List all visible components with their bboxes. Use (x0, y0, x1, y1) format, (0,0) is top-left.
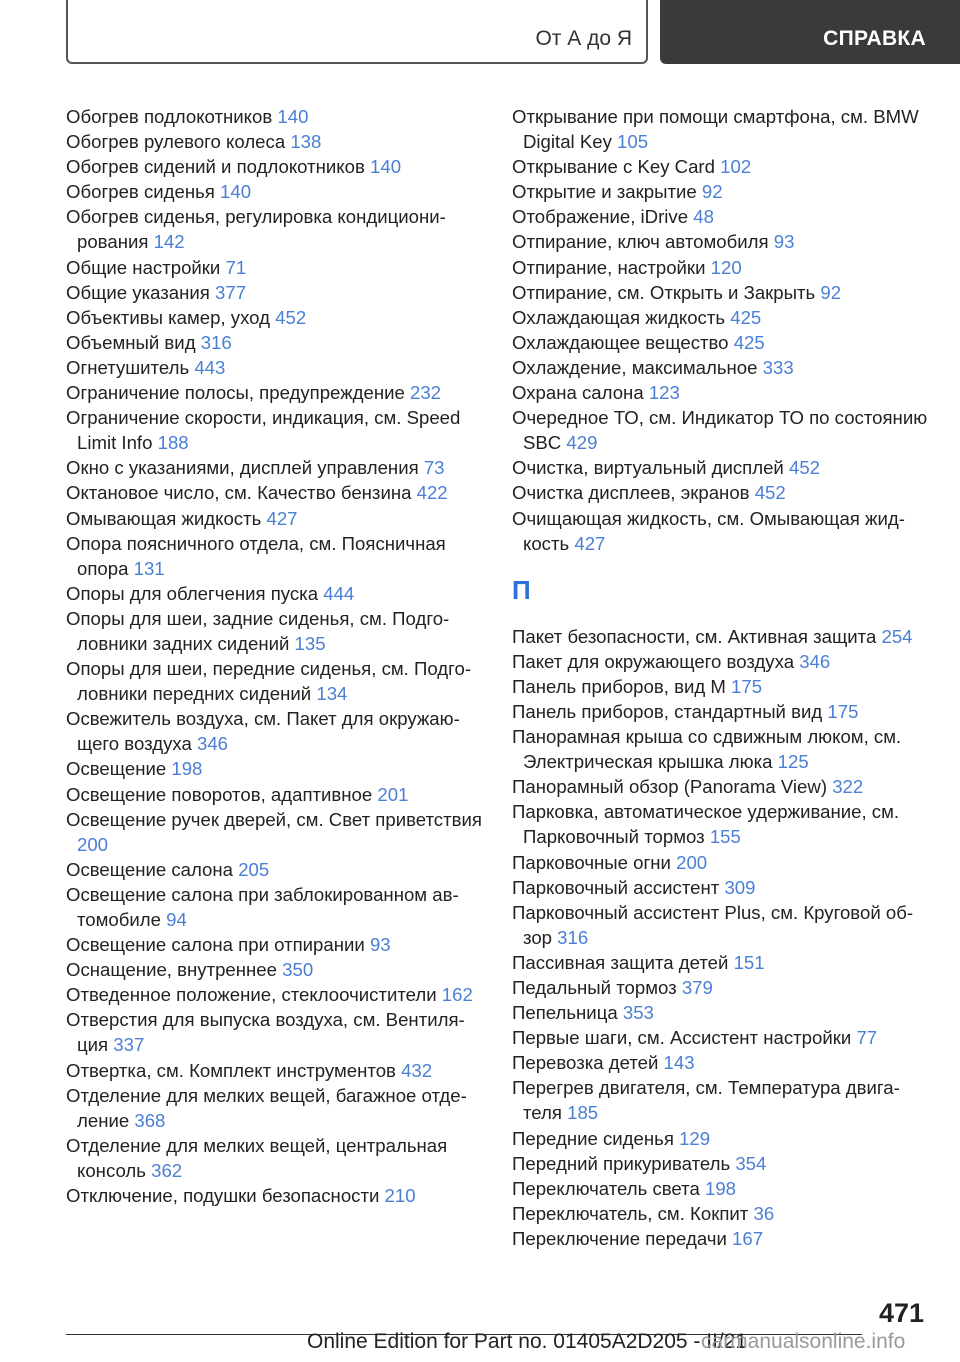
index-entry-page-link[interactable]: 71 (225, 256, 247, 278)
index-entry-page-link[interactable]: 316 (200, 331, 232, 353)
index-entry (512, 179, 932, 204)
index-entry (66, 129, 486, 154)
index-entry-page-link[interactable]: 432 (401, 1059, 433, 1081)
index-entry-page-link[interactable]: 362 (151, 1159, 183, 1181)
index-entry (512, 850, 932, 875)
index-entry-term: Освещение салона при отпирании (66, 934, 365, 956)
index-entry-term: Омывающая жидкость (66, 507, 262, 529)
index-entry (66, 455, 486, 480)
index-entry (512, 104, 932, 154)
index-entry (512, 950, 932, 975)
index-entry-term: Освещение салона при заблокированном автомобиле (66, 883, 459, 930)
index-entry-term: Обогрев рулевого колеса (66, 131, 286, 153)
index-entry-page-link[interactable]: 427 (574, 532, 606, 554)
index-entry-term: Переключение передачи (512, 1227, 727, 1249)
index-entry (66, 1058, 486, 1083)
index-entry-term: Опора поясничного отдела, см. Поясничная опора (66, 532, 446, 579)
index-entry-page-link[interactable]: 198 (171, 758, 203, 780)
index-entry-page-link[interactable]: 134 (316, 683, 348, 705)
index-entry-term: Охлаждение, максимальное (512, 356, 758, 378)
index-entry (66, 606, 486, 656)
footer-edition-text: Online Edition for Part no. 01405A2D205 - II/21 (307, 1330, 748, 1353)
index-entry-term: Охлаждающая жидкость (512, 306, 726, 328)
index-entry (66, 104, 486, 129)
index-entry-page-link[interactable]: 92 (820, 281, 842, 303)
index-entry-term: Пакет для окружающего воздуха (512, 650, 795, 672)
index-entry-page-link[interactable]: 205 (238, 858, 270, 880)
index-entry-page-link[interactable]: 198 (704, 1177, 737, 1199)
index-entry-page-link[interactable]: 167 (732, 1227, 764, 1249)
index-entry (66, 982, 486, 1007)
header-tab-a-to-z-label: От А до Я (535, 27, 632, 50)
index-entry (66, 706, 486, 756)
index-entry-term: Обогрев сиденья (66, 181, 215, 203)
watermark: carmanualsonline.info (701, 1330, 906, 1353)
index-entry-term: Отделение для мелких вещей, багажное отделение (66, 1084, 467, 1131)
index-entry-term: Отключение, подушки безопасности (66, 1185, 380, 1207)
index-entry-term: Огнетушитель (66, 356, 190, 378)
section-letter: П (512, 574, 531, 605)
index-entry (66, 480, 486, 505)
index-entry-term: Парковочный ассистент (512, 876, 720, 898)
index-entry-page-link[interactable]: 353 (622, 1002, 654, 1024)
index-entry-term: Перевозка детей (512, 1052, 659, 1074)
index-entry-page-link[interactable]: 36 (753, 1202, 775, 1224)
index-entry-page-link[interactable]: 316 (557, 926, 589, 948)
index-entry-page-link[interactable]: 143 (663, 1052, 695, 1074)
index-entry (512, 674, 932, 699)
index-entry-page-link[interactable]: 368 (134, 1109, 166, 1131)
index-entry (66, 154, 486, 179)
index-entry (512, 229, 932, 254)
index-entry-page-link[interactable]: 92 (701, 181, 723, 203)
index-entry-term: Очищающая жидкость, см. Омывающая жидкость (512, 507, 905, 554)
index-entry (512, 255, 932, 280)
index-entry-page-link[interactable]: 131 (133, 557, 165, 579)
index-entry (512, 624, 932, 649)
index-entry (66, 280, 486, 305)
index-entry-page-link[interactable]: 379 (681, 977, 713, 998)
index-entry (512, 1126, 932, 1151)
index-entry-page-link[interactable]: 210 (384, 1185, 416, 1207)
index-entry-term: Педальный тормоз (512, 977, 677, 998)
index-entry-term: Парковочный ассистент Plus, см. Круговой обзор (512, 901, 914, 948)
index-group-o (512, 104, 932, 556)
index-entry-page-link[interactable]: 105 (617, 131, 649, 153)
index-entry-page-link[interactable]: 377 (215, 281, 247, 303)
index-entry-term: Передние сиденья (512, 1127, 674, 1149)
index-entry-term: Панорамная крыша со сдвижным люком, см. Электрическая крышка люка (512, 726, 902, 773)
index-entry (512, 480, 932, 505)
index-entry-term: Переключатель света (512, 1177, 700, 1199)
index-entry (512, 1075, 932, 1125)
index-entry-page-link[interactable]: 443 (194, 356, 226, 378)
index-entry (66, 179, 486, 204)
index-entry-page-link[interactable]: 155 (709, 826, 741, 848)
index-entry-term: Обогрев подлокотников (66, 106, 273, 127)
index-entry-term: Переключатель, см. Кокпит (512, 1202, 749, 1224)
index-entry-term: Освещение ручек дверей, см. Свет приветствия (66, 808, 482, 830)
index-entry (512, 1176, 932, 1201)
index-entry-term: Ограничение полосы, предупреждение (66, 382, 405, 404)
index-entry-page-link[interactable]: 422 (416, 482, 448, 504)
index-entry (66, 1007, 486, 1057)
index-entry-term: Панорамный обзор (Panorama View) (512, 776, 828, 798)
index-entry-page-link[interactable]: 200 (77, 833, 109, 855)
index-entry-term: Очередное ТО, см. Индикатор ТО по состоянию SBC (512, 407, 928, 454)
index-entry (512, 380, 932, 405)
index-entry-page-link[interactable]: 102 (720, 156, 752, 178)
index-entry (66, 355, 486, 380)
index-entry-term: Открытие и закрытие (512, 181, 697, 203)
index-entry (66, 807, 486, 857)
index-entry (512, 154, 932, 179)
index-entry (66, 204, 486, 254)
index-entry-page-link[interactable]: 77 (856, 1027, 878, 1049)
index-entry-term: Отпирание, см. Открыть и Закрыть (512, 281, 816, 303)
index-entry (66, 656, 486, 706)
index-entry-term: Отображение, iDrive (512, 206, 689, 228)
index-entry-term: Ограничение скорости, индикация, см. Speed Limit Info (66, 407, 461, 454)
index-entry (66, 1133, 486, 1183)
index-entry-page-link[interactable]: 125 (777, 751, 809, 773)
index-entry-term: Опоры для шеи, передние сиденья, см. Подголовники передних сидений (66, 658, 472, 705)
index-entry (512, 1201, 932, 1226)
index-group-p (512, 624, 932, 1251)
index-entry-page-link[interactable]: 452 (789, 457, 821, 479)
index-entry-term: Отделение для мелких вещей, центральная консоль (66, 1134, 448, 1181)
index-entry-term: Пакет безопасности, см. Активная защита (512, 625, 877, 647)
index-entry-page-link[interactable]: 175 (827, 700, 859, 722)
index-entry-term: Общие указания (66, 281, 210, 303)
index-entry (66, 506, 486, 531)
index-entry-term: Парковочные огни (512, 851, 671, 873)
index-entry (512, 799, 932, 849)
index-entry (512, 305, 932, 330)
index-entry-term: Опоры для облегчения пуска (66, 582, 319, 604)
index-entry (66, 782, 486, 807)
index-entry-term: Освежитель воздуха, см. Пакет для окружающего воздуха (66, 708, 460, 755)
index-entry-term: Отпирание, настройки (512, 256, 706, 278)
index-entry (512, 724, 932, 774)
index-entry (512, 1226, 932, 1251)
index-entry-term: Отпирание, ключ автомобиля (512, 231, 769, 253)
index-entry-page-link[interactable]: 73 (423, 457, 445, 479)
index-entry (512, 975, 932, 1000)
index-entry-term: Парковка, автоматическое удерживание, см. Парковочный тормоз (512, 801, 900, 848)
index-entry-page-link[interactable]: 427 (266, 507, 298, 529)
index-entry-page-link[interactable]: 151 (733, 951, 765, 973)
index-entry-page-link[interactable]: 142 (153, 231, 185, 253)
index-entry-page-link[interactable]: 444 (323, 582, 355, 604)
header-tab-a-to-z (66, 0, 648, 64)
page-number: 471 (878, 1298, 924, 1328)
index-entry (512, 355, 932, 380)
index-entry-term: Очистка, виртуальный дисплей (512, 457, 784, 479)
index-column-left (66, 104, 486, 1208)
index-entry-term: Очистка дисплеев, экранов (512, 482, 750, 504)
index-entry-page-link[interactable]: 309 (724, 876, 756, 898)
index-entry-term: Октановое число, см. Качество бензина (66, 482, 412, 504)
index-entry (66, 1083, 486, 1133)
index-entry (512, 1050, 932, 1075)
index-entry (66, 405, 486, 455)
index-entry (66, 932, 486, 957)
header-tab-reference (660, 0, 960, 64)
index-entry-page-link[interactable]: 232 (410, 382, 442, 404)
index-entry (512, 774, 932, 799)
index-entry-term: Открывание с Key Card (512, 156, 715, 178)
index-entry-term: Объемный вид (66, 331, 196, 353)
index-entry-term: Объективы камер, уход (66, 306, 270, 328)
index-entry (66, 380, 486, 405)
index-entry-page-link[interactable]: 162 (441, 984, 473, 1006)
index-entry-term: Охлаждающее вещество (512, 331, 729, 353)
index-entry-term: Открывание при помощи смартфона, см. BMW Digital Key (512, 106, 919, 153)
index-entry-page-link[interactable]: 333 (762, 356, 794, 378)
index-entry (512, 405, 932, 455)
index-entry-page-link[interactable]: 120 (710, 256, 742, 278)
index-entry-page-link[interactable]: 200 (676, 851, 708, 873)
index-entry-page-link[interactable]: 354 (735, 1152, 767, 1174)
index-entry (512, 875, 932, 900)
index-entry (512, 280, 932, 305)
index-entry (512, 900, 932, 950)
index-entry-page-link[interactable]: 429 (566, 432, 598, 454)
index-entry-page-link[interactable]: 346 (799, 650, 831, 672)
index-entry-page-link[interactable]: 175 (731, 675, 763, 697)
index-entry (66, 531, 486, 581)
index-entry-term: Опоры для шеи, задние сиденья, см. Подголовники задних сидений (66, 607, 450, 654)
index-entry-term: Обогрев сиденья, регулировка кондиционирования (66, 206, 446, 253)
header-tab-reference-label: СПРАВКА (823, 27, 926, 50)
index-entry-term: Оснащение, внутреннее (66, 959, 277, 981)
index-entry-page-link[interactable]: 123 (648, 382, 680, 404)
index-entry (66, 857, 486, 882)
index-entry-page-link[interactable]: 452 (754, 482, 786, 504)
index-entry-term: Освещение поворотов, адаптивное (66, 783, 373, 805)
index-entry (66, 581, 486, 606)
index-entry (512, 506, 932, 556)
index-entry-term: Пассивная защита детей (512, 951, 729, 973)
index-entry (66, 957, 486, 982)
index-entry (512, 330, 932, 355)
index-entry (66, 330, 486, 355)
index-entry-page-link[interactable]: 322 (832, 776, 864, 798)
index-entry-page-link[interactable]: 135 (294, 632, 326, 654)
index-entry-term: Отвертка, см. Комплект инструментов (66, 1059, 396, 1081)
index-entry-term: Окно с указаниями, дисплей управления (66, 457, 419, 479)
index-entry-page-link[interactable]: 129 (679, 1127, 711, 1149)
index-entry (66, 1183, 486, 1208)
index-entry (512, 699, 932, 724)
index-entry-page-link[interactable]: 201 (377, 783, 409, 805)
index-entry-term: Общие настройки (66, 256, 221, 278)
index-entry-page-link[interactable]: 254 (881, 625, 913, 647)
index-entry (66, 756, 486, 781)
index-entry-page-link[interactable]: 93 (369, 934, 391, 956)
index-entry-term: Передний прикуриватель (512, 1152, 731, 1174)
index-entry-term: Освещение (66, 758, 167, 780)
index-entry-page-link[interactable]: 425 (733, 331, 765, 353)
index-entry-term: Охрана салона (512, 382, 644, 404)
index-entry-page-link[interactable]: 425 (730, 306, 762, 328)
index-entry-page-link[interactable]: 48 (693, 206, 714, 228)
index-entry (66, 305, 486, 330)
index-entry (512, 204, 932, 229)
index-entry-term: Пепельница (512, 1002, 618, 1024)
index-entry (512, 1025, 932, 1050)
index-entry-page-link[interactable]: 185 (567, 1102, 599, 1124)
index-entry (66, 255, 486, 280)
index-entry-page-link[interactable]: 140 (277, 106, 309, 127)
index-entry-page-link[interactable]: 452 (275, 306, 307, 328)
index-entry-page-link[interactable]: 188 (157, 432, 189, 454)
index-entry-term: Первые шаги, см. Ассистент настройки (512, 1027, 852, 1049)
index-column-right (512, 104, 932, 1251)
index-entry-page-link[interactable]: 346 (196, 733, 229, 755)
index-entry-page-link[interactable]: 93 (773, 231, 795, 253)
index-entry (512, 455, 932, 480)
index-entry (512, 649, 932, 674)
index-entry-term: Отверстия для выпуска воздуха, см. Вентиляция (66, 1009, 465, 1056)
index-entry (512, 1151, 932, 1176)
index-entry-page-link[interactable]: 140 (220, 181, 252, 203)
index-entry-term: Перегрев двигателя, см. Температура двигателя (512, 1077, 900, 1124)
index-entry-term: Панель приборов, вид M (512, 675, 726, 697)
index-entry-page-link[interactable]: 350 (282, 959, 314, 981)
index-entry (66, 882, 486, 932)
index-entry-page-link[interactable]: 140 (370, 156, 402, 178)
index-entry-term: Панель приборов, стандартный вид (512, 700, 823, 722)
index-entry-page-link[interactable]: 138 (290, 131, 322, 153)
index-entry-page-link[interactable]: 94 (166, 909, 187, 930)
index-entry-term: Обогрев сидений и подлокотников (66, 156, 365, 178)
index-entry-term: Отведенное положение, стеклоочистители (66, 984, 437, 1006)
index-entry (512, 1000, 932, 1025)
index-entry-page-link[interactable]: 337 (113, 1034, 145, 1056)
index-entry-term: Освещение салона (66, 858, 234, 880)
